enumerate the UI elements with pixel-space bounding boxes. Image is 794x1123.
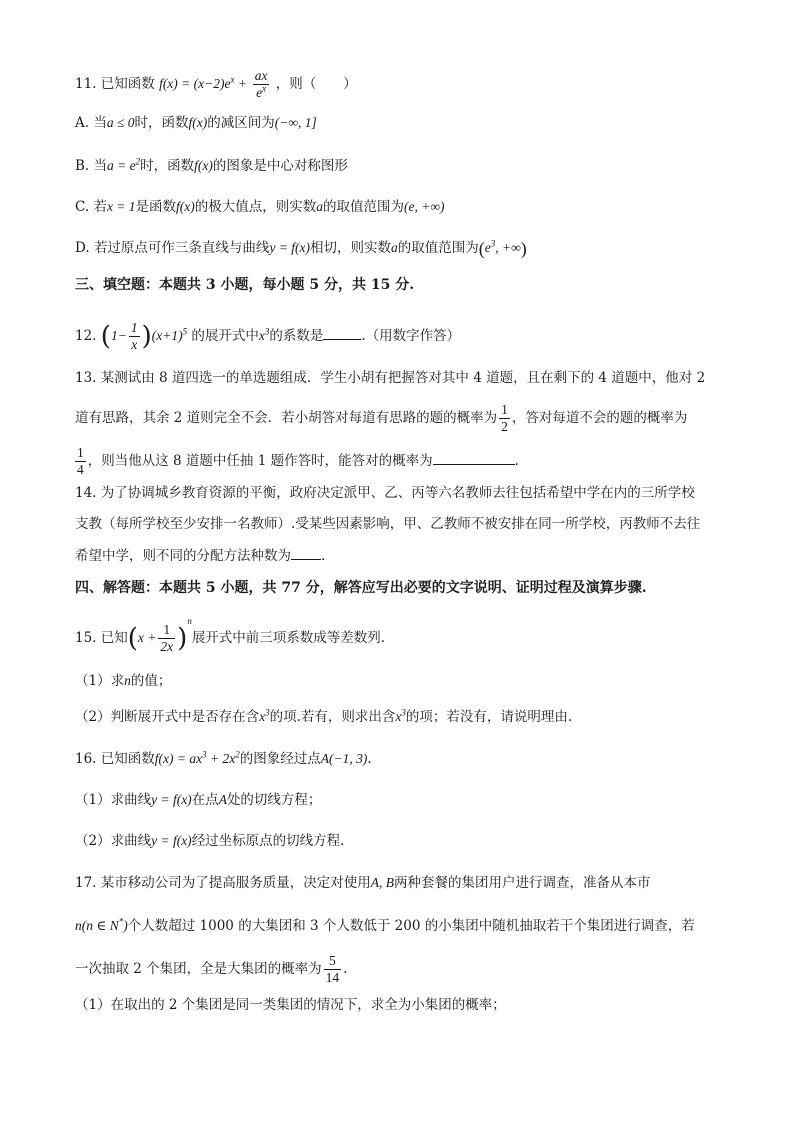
q15-part-2: （2）判断展开式中是否存在含$x^3$的项.若有，则求出含$x^3$的项；若没有，请说明理由.	[75, 707, 573, 725]
q11-option-a: A. 当a ≤ 0时，函数f(x)的减区间为(−∞, 1]	[75, 115, 317, 131]
q11-stem: 11. 已知函数 $f(x) = (x-2)e^x$ + $\frac{ax}{e^x}$ ，则（ ）	[75, 68, 357, 100]
q13-line-2: 道有思路，其余 2 道则完全不会．若小胡答对每道有思路的题的概率为 $\frac{1}{2}$ ，答对每道不会的题的概率为	[75, 402, 688, 434]
q17-line-3: 一次抽取 2 个集团，全是大集团的概率为 $\frac{5}{14}$ .	[75, 953, 348, 985]
q11-frac-num: ax	[254, 68, 268, 83]
q13-fraction-1: $\frac{1}{2}$	[501, 402, 508, 434]
section-4-heading: 四、解答题：本题共 5 小题，共 77 分，解答应写出必要的文字说明、证明过程及演算步骤.	[75, 580, 647, 596]
q12: 12. (1− $\frac{1}{x}$ )$(x+1)^5$ 的展开式中$x^3$的系数是 .（用数字作答）	[75, 320, 461, 352]
q15-stem: 15. 已知(x + $\frac{1}{2x}$ )$^n$展开式中前三项系数成等差数列.	[75, 616, 386, 654]
q11-formula: f(x) = (x−2)e	[159, 76, 231, 91]
q14-answer-blank[interactable]	[291, 545, 321, 560]
q17-line-2: n(n ∈ N*)个人数超过 1000 的大集团和 3 个人数低于 200 的小集团中随机抽取若干个集团进行调查，若	[75, 916, 695, 934]
q15-fraction: $\frac{1}{2x}$	[160, 622, 174, 654]
q14-line-1: 14. 为了协调城乡教育资源的平衡，政府决定派甲、乙、丙等六名教师去往包括希望中学在内的三所学校	[75, 485, 695, 501]
q12-fraction: $\frac{1}{x}$	[130, 320, 138, 352]
q11-option-b: B. 当$a = e^2$时，函数f(x)的图象是中心对称图形	[75, 156, 348, 174]
q11-suffix: ，则（ ）	[275, 76, 357, 92]
q13-line-3: $\frac{1}{4}$ ，则当他从这 8 道题中任抽 1 题作答时，能答对的概率为 .	[77, 445, 519, 477]
q11-option-d: D. 若过原点可作三条直线与曲线y = f(x)相切，则实数a的取值范围为($e^3$, +∞)	[75, 238, 527, 259]
section-3-heading: 三、填空题：本题共 3 小题，每小题 5 分，共 15 分.	[75, 277, 415, 293]
q11-fraction	[253, 68, 270, 101]
q12-answer-blank[interactable]	[323, 325, 361, 340]
q13-fraction-2: $\frac{1}{4}$	[77, 445, 84, 477]
q17-line-1: 17. 某市移动公司为了提高服务质量，决定对使用A, B两种套餐的集团用户进行调查，准备从本市	[75, 875, 651, 891]
q16-stem: 16. 已知函数$f(x) = ax^3 + 2x^2$的图象经过点A(−1, 3).	[75, 749, 372, 767]
q16-part-1: （1）求曲线y = f(x)在点A处的切线方程；	[75, 792, 322, 808]
q11-frac-den: $e^x$	[256, 83, 267, 100]
q11-prefix: 11. 已知函数	[75, 76, 155, 92]
q11-formula-sup: x	[230, 74, 235, 85]
q13-line-1: 13. 某测试由 8 道四选一的单选题组成．学生小胡有把握答对其中 4 道题，且在剩下的 4 道题中，他对 2	[75, 370, 706, 386]
q17-part-1: （1）在取出的 2 个集团是同一类集团的情况下，求全为小集团的概率；	[75, 997, 506, 1013]
q15-part-1: （1）求n的值；	[75, 673, 172, 689]
q14-line-3: 希望中学，则不同的分配方法种数为 .	[75, 545, 722, 566]
q11-option-c: C. 若x = 1是函数f(x)的极大值点，则实数a的取值范围为(e, +∞)	[75, 199, 445, 215]
q17-fraction: $\frac{5}{14}$	[325, 953, 340, 985]
q16-part-2: （2）求曲线y = f(x)经过坐标原点的切线方程.	[75, 833, 345, 849]
q14-line-2: 支教（每所学校至少安排一名教师）.受某些因素影响，甲、乙教师不被安排在同一所学校，丙教师不去往	[75, 516, 701, 532]
q13-answer-blank[interactable]	[433, 450, 515, 465]
